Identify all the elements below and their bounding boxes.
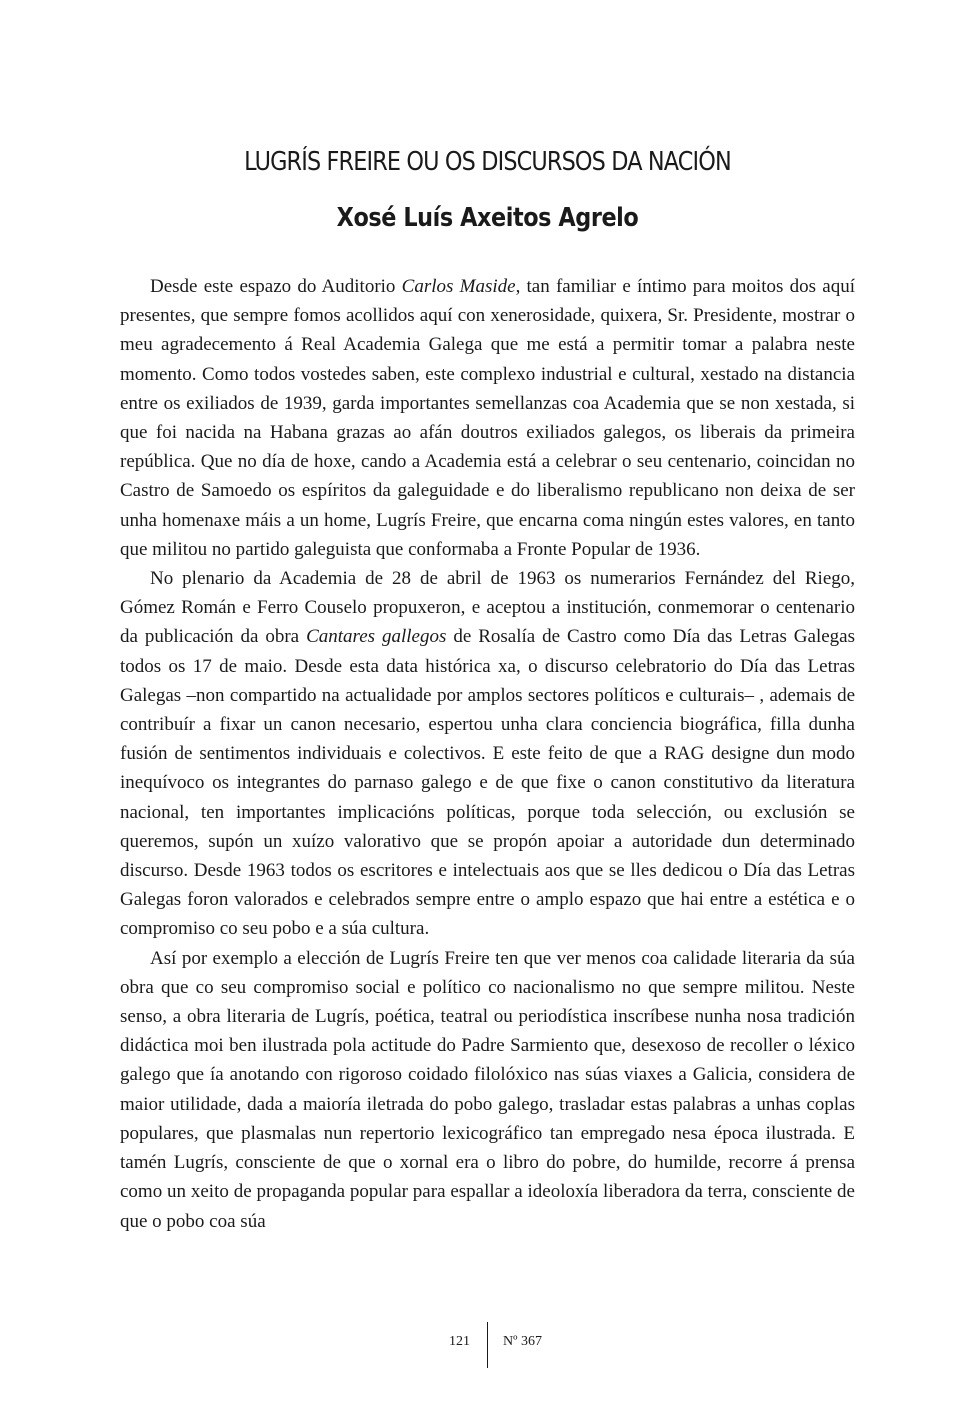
paragraph-3 xyxy=(120,944,855,1236)
page-footer xyxy=(0,1322,975,1372)
paragraph-2 xyxy=(120,564,855,944)
paragraph-text: Así por exemplo a elección de Lugrís Freire ten que ver menos coa calidade literaria da súa obra que co seu compromiso social e político co nacionalismo no que sempre militou. Neste senso, a obra literaria de Lugrís, poética, teatral ou periodística inscríbese nunha nosa tradición didáctica moi ben ilustrada pola actitude do Padre Sarmiento que, desexoso de recoller o léxico galego que ía anotando con rigoroso coidado filolóxico nas súas viaxes a Galicia, considera de maior utilidade, dada a maioría iletrada do pobo galego, trasladar estas palabras a unhas coplas populares, que plasmalas nun repertorio lexicográfico tan empregado nesa época ilustrada. E tamén Lugrís, consciente de que o xornal era o libro do pobre, do humilde, recorre á prensa como un xeito de propaganda popular para espallar a ideoloxía liberadora da terra, consciente de que o pobo coa súa xyxy=(120,947,855,1232)
emphasis-book-title: Cantares gallegos xyxy=(306,626,447,648)
article-author: Xosé Luís Axeitos Agrelo xyxy=(336,203,639,233)
paragraph-text: , tan familiar e íntimo para moitos dos aquí presentes, que sempre fomos acollidos aquí con xenerosidade, quixera, Sr. Presidente, mostrar o meu agradecemento á Real Academia Galega que me está a permitir tomar a palabra neste momento. Como todos vostedes saben, este complexo industrial e cultural, xestado na distancia entre os exiliados de 1939, garda importantes semellanzas coa Academia que se non xestada, si que foi nacida na Habana grazas ao afán doutros exiliados galegos, os liberais da primeira república. Que no día de hoxe, cando a Academia está a celebrar o seu centenario, coincidan no Castro de Samoedo os espíritos da galeguidade e do liberalismo republicano non deixa de ser unha homenaxe máis a un home, Lugrís Freire, que encarna coma ningún estes valores, en tanto que militou no partido galeguista que conformaba a Fronte Popular de 1936. xyxy=(120,276,855,560)
issue-number: Nº 367 xyxy=(503,1334,542,1349)
emphasis-auditorium-name: Carlos Maside xyxy=(401,276,516,297)
footer-divider xyxy=(487,1322,488,1368)
page-number: 121 xyxy=(449,1334,470,1349)
paragraph-text: de Rosalía de Castro como Día das Letras Galegas todos os 17 de maio. Desde esta data histórica xa, o discurso celebratorio do Día das Letras Galegas –non compartido na actualidade por amplos sectores políticos e culturais– , ademais de contribuír a fixar un canon necesario, espertou unha clara conciencia biográfica, filla dunha fusión de sentimentos individuais e colectivos. E este feito de que a RAG designe dun modo inequívoco os integrantes do parnaso galego e de que fixe o canon constitutivo da literatura nacional, ten importantes implicacións políticas, porque toda selección, ou exclusión se queremos, supón un xuízo valorativo que se propón apoiar a autoridade dun determinado discurso. Desde 1963 todos os escritores e intelectuais aos que se lles dedicou o Día das Letras Galegas foron valorados e celebrados sempre entre o amplo espazo que hai entre a estética e o compromiso co seu pobo e a súa cultura. xyxy=(120,626,856,940)
paragraph-text: No plenario da Academia de 28 de abril de 1963 os numerarios Fernández del Riego, Gómez Román e Ferro Couselo propuxeron, e aceptou a institución, conmemorar o centenario da publicación da obra xyxy=(120,568,855,648)
article-title: LUGRÍS FREIRE OU OS DISCURSOS DA NACIÓN xyxy=(244,147,731,177)
paragraph-1 xyxy=(120,272,855,564)
article-body xyxy=(120,272,855,1236)
paragraph-text: Desde este espazo do Auditorio xyxy=(150,276,402,297)
